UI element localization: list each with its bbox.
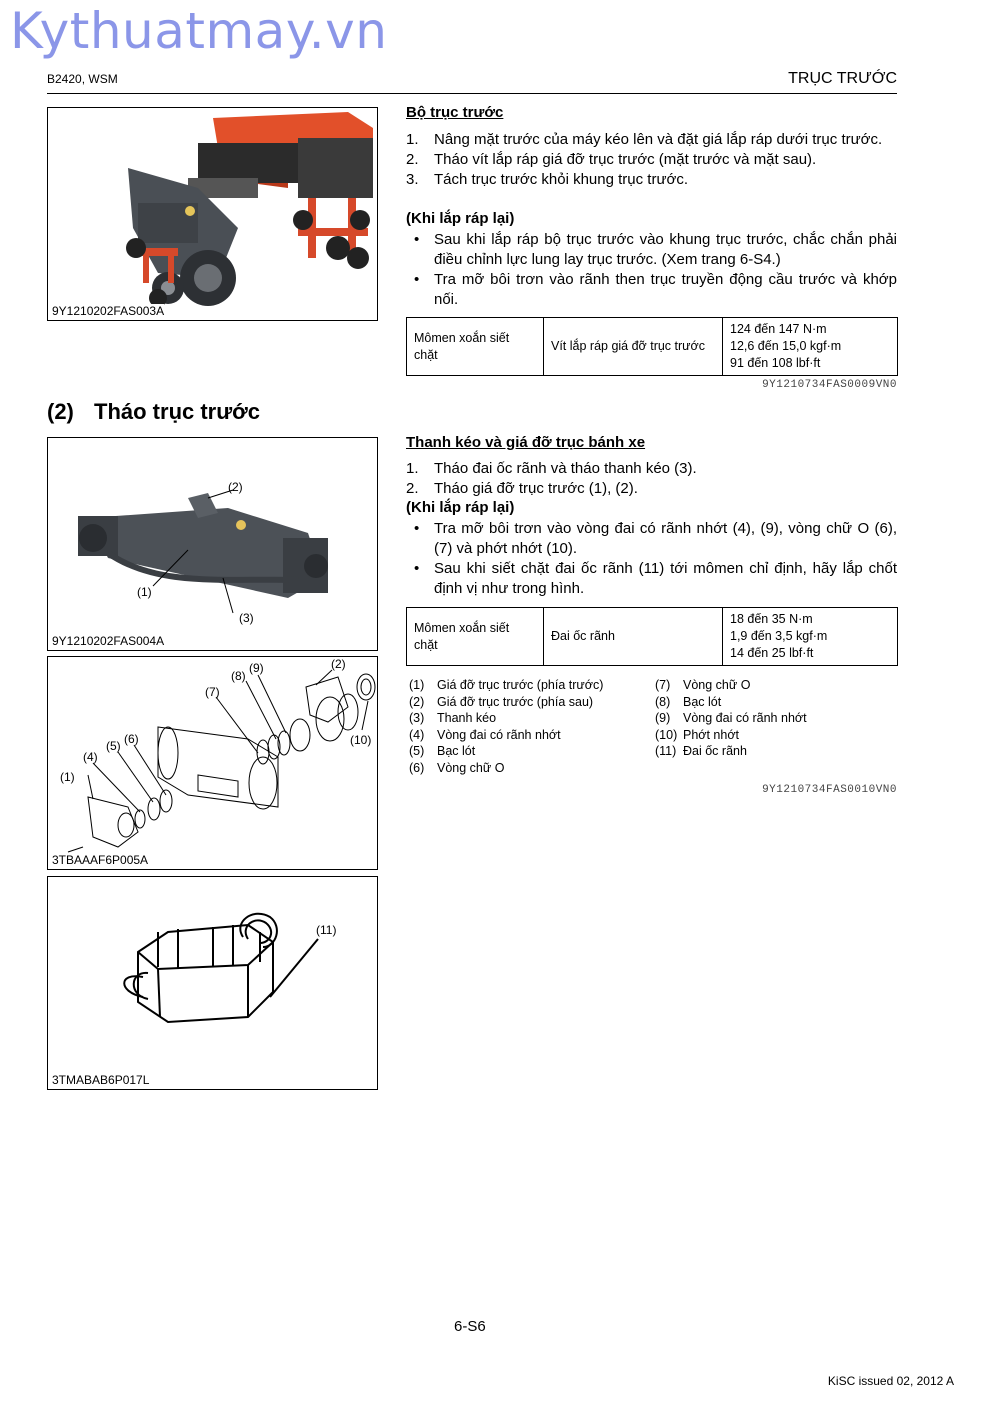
bullet-list [406, 519, 897, 599]
bullet-item [406, 230, 897, 270]
torque-value-nm: 18 đến 35 N·m [730, 612, 813, 626]
torque-value-cell [723, 608, 898, 666]
bullet-text: Tra mỡ bôi trơn vào vòng đai có rãnh nhớt (4), (9), vòng chữ O (6), (7) và phớt nhớt (10). [434, 520, 897, 557]
legend-number: (7) [655, 678, 671, 692]
bullet-icon: • [414, 520, 420, 537]
bullet-list [406, 230, 897, 310]
torque-part-cell: Vít lắp ráp giá đỡ trục trước [544, 318, 723, 376]
page-number: 6-S6 [454, 1318, 486, 1335]
figure-tractor-front-axle-photo [47, 107, 378, 321]
header-rule [47, 93, 897, 94]
legend-item [409, 760, 649, 777]
reassembly-heading: (Khi lắp ráp lại) [406, 210, 515, 227]
torque-table [406, 607, 898, 666]
issue-note: KiSC issued 02, 2012 A [827, 1374, 954, 1388]
callout-label: (2) [331, 657, 346, 671]
step-text: Tháo đai ốc rãnh và tháo thanh kéo (3). [434, 460, 697, 477]
step-text: Tháo giá đỡ trục trước (1), (2). [434, 480, 638, 497]
bullet-text: Tra mỡ bôi trơn vào rãnh then trục truyền động cầu trước và khớp nối. [434, 271, 897, 308]
step-number: 1. [406, 460, 419, 477]
legend-item [655, 743, 895, 760]
figure-code: 9Y1210202FAS004A [52, 634, 165, 648]
section-title-drag-link: Thanh kéo và giá đỡ trục bánh xe [406, 434, 646, 451]
section-title-front-axle-assembly: Bộ trục trước [406, 104, 504, 121]
slotted-nut-illustration [48, 877, 377, 1089]
legend-text: Vòng chữ O [437, 760, 505, 775]
callout-label: (3) [239, 611, 254, 625]
legend-number: (9) [655, 711, 671, 726]
legend-number: (6) [409, 760, 425, 775]
callout-label: (1) [137, 585, 152, 599]
legend-number: (2) [409, 694, 425, 709]
torque-value-cell [723, 318, 898, 376]
callout-label: (6) [124, 732, 139, 746]
document-code: 9Y1210734FAS0010VN0 [762, 784, 897, 796]
callout-label: (11) [316, 923, 337, 937]
legend-text: Phớt nhớt [683, 727, 740, 742]
callout-label: (7) [205, 685, 220, 699]
legend-number: (5) [409, 744, 425, 759]
step-text: Nâng mặt trước của máy kéo lên và đặt giá lắp ráp dưới trục trước. [434, 131, 883, 148]
step-number: 1. [406, 131, 419, 148]
torque-value-nm: 124 đến 147 N·m [730, 322, 827, 336]
steps-list [406, 459, 897, 499]
subsection-heading [47, 399, 260, 425]
figure-slotted-nut [47, 876, 378, 1090]
reassembly-heading: (Khi lắp ráp lại) [406, 499, 515, 516]
torque-value-kgfm: 12,6 đến 15,0 kgf·m [730, 339, 842, 353]
torque-value-kgfm: 1,9 đến 3,5 kgf·m [730, 629, 828, 643]
legend-item [655, 694, 895, 711]
subsection-title: Tháo trục trước [94, 399, 261, 424]
bullet-item [406, 519, 897, 559]
callout-label: (2) [228, 480, 243, 494]
step-number: 2. [406, 480, 419, 497]
tractor-axle-illustration [48, 108, 377, 320]
callout-label: (8) [231, 669, 246, 683]
step-number: 2. [406, 151, 419, 168]
step-number: 3. [406, 171, 419, 188]
legend-item [409, 727, 649, 744]
torque-label-cell: Mômen xoắn siết chặt [407, 318, 544, 376]
legend-text: Vòng đai có rãnh nhớt [437, 727, 561, 742]
callout-label: (9) [249, 661, 264, 675]
bullet-item [406, 270, 897, 310]
steps-list [406, 130, 897, 190]
bullet-text: Sau khi lắp ráp bộ trục trước vào khung trục trước, chắc chắn phải điều chỉnh lực lung lay trục trước. (Xem trang 6-S4.) [434, 231, 897, 268]
legend-item [409, 694, 649, 711]
legend-number: (1) [409, 678, 425, 692]
callout-label: (10) [350, 733, 372, 747]
legend-item [655, 677, 895, 694]
torque-value-lbfft: 14 đến 25 lbf·ft [730, 646, 814, 660]
header-model: B2420, WSM [47, 72, 118, 86]
torque-value-lbfft: 91 đến 108 lbf·ft [730, 356, 821, 370]
legend-number: (4) [409, 727, 425, 742]
step-text: Tháo vít lắp ráp giá đỡ trục trước (mặt trước và mặt sau). [434, 151, 817, 168]
legend-text: Vòng chữ O [683, 678, 751, 692]
legend-item [409, 710, 649, 727]
figure-code: 3TBAAAF6P005A [52, 853, 149, 867]
document-code: 9Y1210734FAS0009VN0 [762, 379, 897, 391]
torque-label-cell: Mômen xoắn siết chặt [407, 608, 544, 666]
step-item [406, 479, 897, 499]
callout-label: (4) [83, 750, 98, 764]
bullet-text: Sau khi siết chặt đai ốc rãnh (11) tới mômen chỉ định, hãy lắp chốt định vị như trong hình. [434, 560, 897, 597]
figure-code: 9Y1210202FAS003A [52, 304, 165, 318]
bullet-icon: • [414, 271, 420, 288]
legend-item [409, 677, 649, 694]
legend-item [655, 727, 895, 744]
bullet-item [406, 559, 897, 599]
legend-number: (10) [655, 727, 678, 742]
legend-number: (11) [655, 744, 677, 759]
callout-label: (1) [60, 770, 75, 784]
legend-text: Giá đỡ trục trước (phía sau) [437, 694, 594, 709]
watermark: Kythuatmay.vn [10, 2, 388, 60]
parts-legend-left [409, 677, 649, 777]
legend-item [409, 743, 649, 760]
step-text: Tách trục trước khỏi khung trục trước. [434, 171, 688, 188]
step-item [406, 170, 897, 190]
torque-part-cell: Đai ốc rãnh [544, 608, 723, 666]
legend-number: (3) [409, 711, 425, 726]
legend-text: Đai ốc rãnh [683, 744, 747, 759]
parts-legend-right [655, 677, 895, 760]
torque-table [406, 317, 898, 376]
callout-label: (5) [106, 739, 121, 753]
front-axle-illustration [48, 438, 377, 650]
legend-text: Thanh kéo [437, 711, 497, 726]
bullet-icon: • [414, 231, 420, 248]
subsection-number: (2) [47, 399, 74, 424]
step-item [406, 150, 897, 170]
legend-text: Bạc lót [437, 744, 476, 759]
step-item [406, 459, 897, 479]
header-section-title: TRỤC TRƯỚC [788, 70, 897, 87]
legend-number: (8) [655, 694, 671, 709]
figure-code: 3TMABAB6P017L [52, 1073, 150, 1087]
figure-front-axle-photo [47, 437, 378, 651]
legend-text: Giá đỡ trục trước (phía trước) [437, 678, 604, 692]
legend-text: Bạc lót [683, 694, 722, 709]
legend-item [655, 710, 895, 727]
legend-text: Vòng đai có rãnh nhớt [683, 711, 807, 726]
figure-exploded-diagram [47, 656, 378, 870]
bullet-icon: • [414, 560, 420, 577]
step-item [406, 130, 897, 150]
